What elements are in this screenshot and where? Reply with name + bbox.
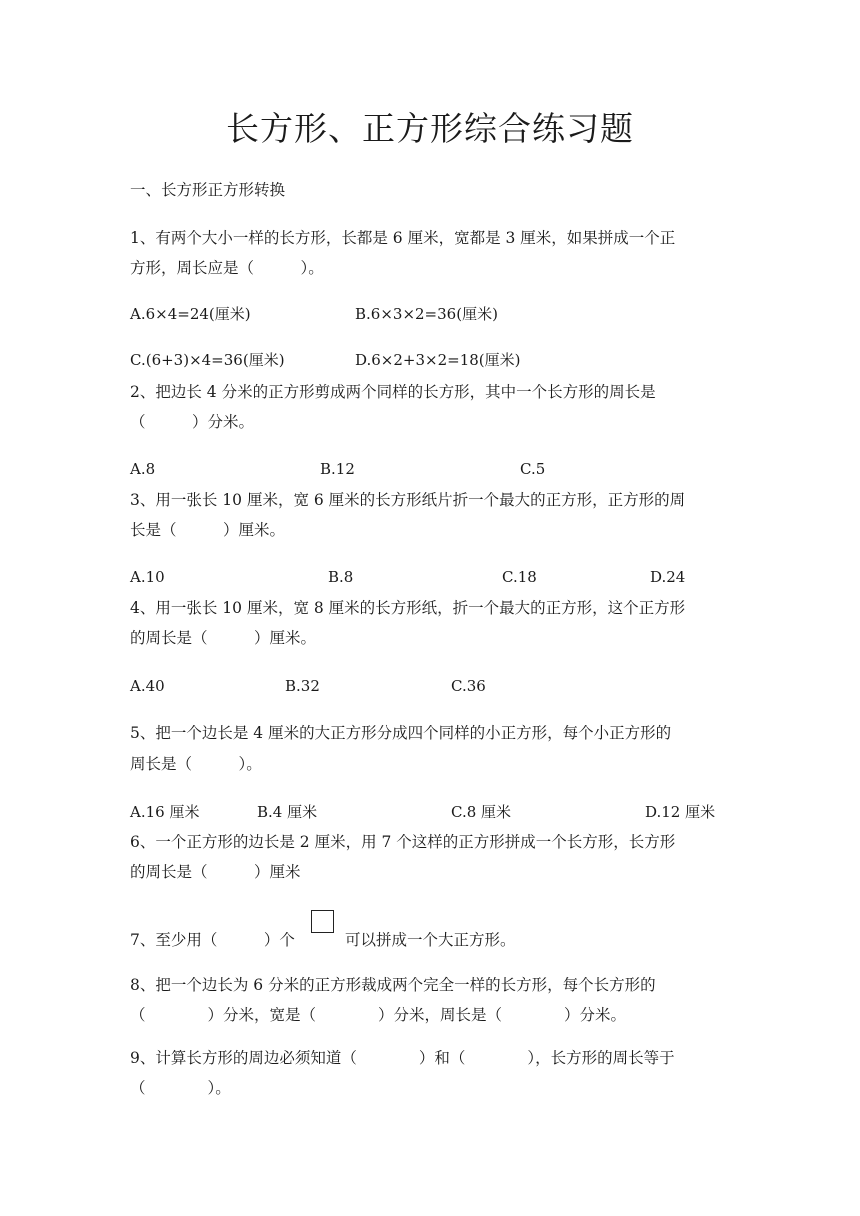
question-5-option-a: A.16 厘米 <box>130 803 200 821</box>
question-5-option-c: C.8 厘米 <box>451 803 512 821</box>
question-2-line-1: 2、把边长 4 分米的正方形剪成两个同样的长方形，其中一个长方形的周长是 <box>130 383 656 401</box>
question-4-option-b: B.32 <box>285 677 320 695</box>
question-1-option-b: B.6×3×2=36(厘米) <box>355 305 498 323</box>
question-9-line-2: （ ）。 <box>130 1079 231 1097</box>
question-3-option-d: D.24 <box>650 568 686 586</box>
question-3-option-b: B.8 <box>328 568 354 586</box>
question-1-option-d: D.6×2+3×2=18(厘米) <box>355 351 521 369</box>
question-2-option-b: B.12 <box>320 460 355 478</box>
question-7-text-before: 7、至少用（ ）个 <box>130 931 295 949</box>
question-5-line-2: 周长是（ ）。 <box>130 755 262 773</box>
page-title: 长方形、正方形综合练习题 <box>226 109 634 148</box>
question-4-line-1: 4、用一张长 10 厘米，宽 8 厘米的长方形纸，折一个最大的正方形，这个正方形 <box>130 599 686 617</box>
question-9-line-1: 9、计算长方形的周边必须知道（ ）和（ ），长方形的周长等于 <box>130 1049 675 1067</box>
question-6-line-1: 6、一个正方形的边长是 2 厘米，用 7 个这样的正方形拼成一个长方形，长方形 <box>130 833 676 851</box>
question-2-line-2: （ ）分米。 <box>130 413 255 431</box>
question-1-option-a: A.6×4=24(厘米) <box>130 305 251 323</box>
question-5-line-1: 5、把一个边长是 4 厘米的大正方形分成四个同样的小正方形，每个小正方形的 <box>130 724 672 742</box>
question-1-line-2: 方形，周长应是（ ）。 <box>130 259 324 277</box>
question-5-option-d: D.12 厘米 <box>645 803 716 821</box>
section-heading: 一、长方形正方形转换 <box>130 181 286 199</box>
question-7-text-after: 可以拼成一个大正方形。 <box>345 931 516 949</box>
question-4-option-c: C.36 <box>451 677 486 695</box>
question-2-option-c: C.5 <box>520 460 546 478</box>
question-2-option-a: A.8 <box>130 460 156 478</box>
question-3-line-1: 3、用一张长 10 厘米，宽 6 厘米的长方形纸片折一个最大的正方形，正方形的周 <box>130 491 686 509</box>
question-4-option-a: A.40 <box>130 677 165 695</box>
question-4-line-2: 的周长是（ ）厘米。 <box>130 629 317 647</box>
question-5-option-b: B.4 厘米 <box>257 803 318 821</box>
question-3-line-2: 长是（ ）厘米。 <box>130 521 286 539</box>
question-8-line-2: （ ）分米，宽是（ ）分米，周长是（ ）分米。 <box>130 1006 627 1024</box>
question-8-line-1: 8、把一个边长为 6 分米的正方形裁成两个完全一样的长方形，每个长方形的 <box>130 976 656 994</box>
question-6-line-2: 的周长是（ ）厘米 <box>130 863 301 881</box>
question-1-line-1: 1、有两个大小一样的长方形，长都是 6 厘米，宽都是 3 厘米，如果拼成一个正 <box>130 229 676 247</box>
question-3-option-c: C.18 <box>502 568 537 586</box>
question-1-option-c: C.(6+3)×4=36(厘米) <box>130 351 285 369</box>
square-shape-icon <box>311 910 334 933</box>
question-3-option-a: A.10 <box>130 568 165 586</box>
